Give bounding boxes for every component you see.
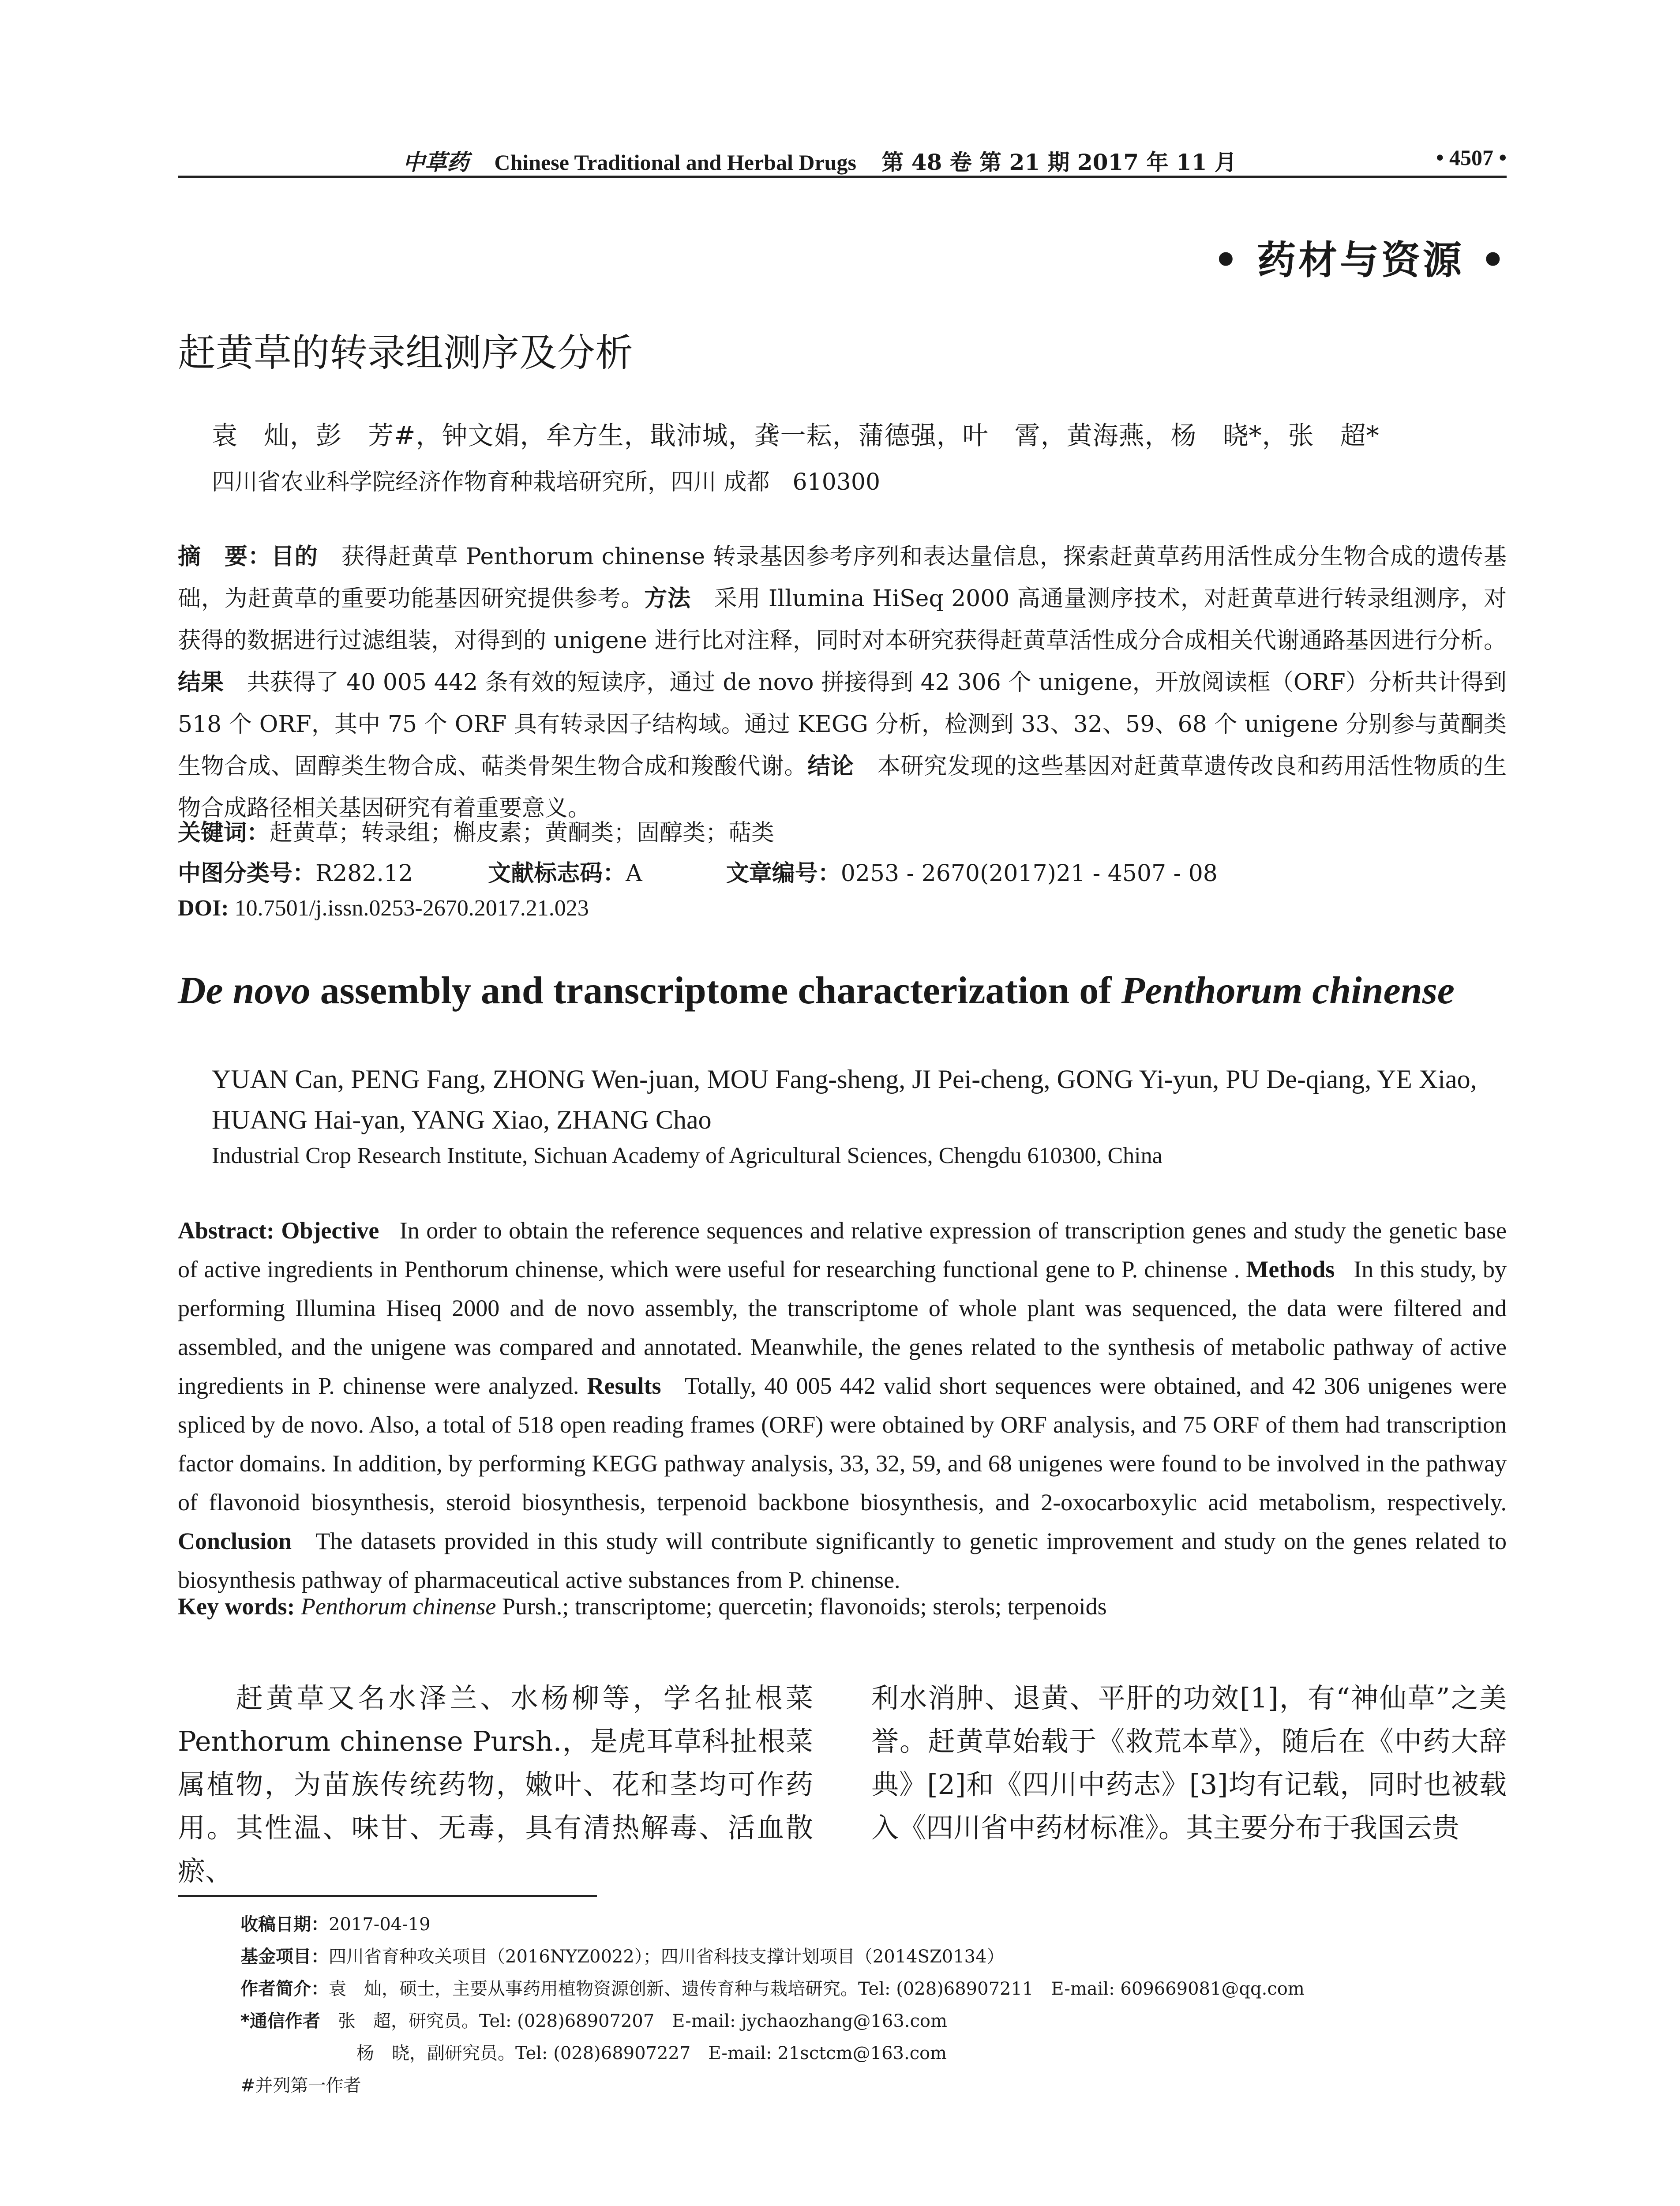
section-label: • 药材与资源 • [1213, 237, 1508, 283]
cn-title: 赶黄草的转录组测序及分析 [178, 331, 633, 375]
article-no-value: 0253 - 2670(2017)21 - 4507 - 08 [840, 860, 1218, 887]
footnote-corresponding-2: 杨 晓，副研究员。Tel: (028)68907227 E-mail: 21sctcm@163.com [356, 2043, 947, 2063]
page-number: • 4507 • [1436, 145, 1507, 170]
en-results-label: Results [587, 1373, 661, 1399]
en-objective-label: Abstract: Objective [178, 1217, 379, 1244]
cn-results-text: 共获得了 40 005 442 条有效的短读序，通过 de novo 拼接得到 42 306 个 unigene，开放阅读框（ORF）分析共计得到 518 个 ORF，其中 75 个 ORF 具有转录因子结构域。通过 KEGG 分析，检测到 33、32、59、68 个 unigene 分别参与黄酮类生物合成、固醇类生物合成、萜类骨架生物合成和羧酸代谢。 [178, 669, 1507, 780]
en-affiliation: Industrial Crop Research Institute, Sichuan Academy of Agricultural Sciences, Chengdu 610300, China [212, 1143, 1162, 1168]
en-results-text: Totally, 40 005 442 valid short sequences were obtained, and 42 306 unigenes were spliced by de novo. Also, a total of 518 open reading frames (ORF) were obtained by ORF analysis, and 75 ORF of them had transcription factor domains. In addition, by performing KEGG pathway analysis, 33, 32, 59, and 68 unigenes were found to be involved in the pathway of flavonoid biosynthesis, steroid biosynthesis, terpenoid backbone biosynthesis, and 2-oxocarboxylic acid metabolism, respectively. [178, 1373, 1507, 1516]
en-title-mid: assembly and transcriptome characterization of [310, 969, 1121, 1012]
doi-link[interactable]: 10.7501/j.issn.0253-2670.2017.21.023 [234, 896, 589, 921]
received-value: 2017-04-19 [329, 1914, 431, 1935]
en-objective-text: In order to obtain the reference sequences and relative expression of transcription genes and study the genetic base of active ingredients in Penthorum chinense, which were useful for researching functional gene to P. chinense . [178, 1217, 1507, 1283]
body-column-left [178, 1677, 813, 1893]
cn-results-label: 结果 [178, 669, 224, 696]
journal-header [178, 140, 1507, 176]
journal-name-cn: 中草药 [403, 149, 469, 175]
en-methods-label: Methods [1246, 1256, 1335, 1283]
doc-code-label: 文献标志码： [488, 860, 626, 887]
footnote-author-bio [240, 1975, 1305, 2000]
bio-value: 袁 灿，硕士，主要从事药用植物资源创新、遗传育种与栽培研究。Tel: (028)68907211 E-mail: 609669081@qq.com [329, 1979, 1305, 1999]
header-divider [178, 176, 1507, 178]
cn-affiliation: 四川省农业科学院经济作物育种栽培研究所，四川 成都 610300 [212, 469, 881, 495]
journal-name-en: Chinese Traditional and Herbal Drugs [494, 150, 856, 175]
doc-code-value: A [626, 860, 642, 887]
en-keywords-text: Pursh.; transcriptome; quercetin; flavonoids; sterols; terpenoids [496, 1593, 1107, 1620]
doi-line [178, 895, 589, 921]
cn-keywords [178, 814, 774, 847]
en-conclusion-label: Conclusion [178, 1528, 292, 1554]
issue-info: 第 48 卷 第 21 期 2017 年 11 月 [881, 149, 1237, 175]
en-abstract [178, 1211, 1507, 1599]
classification-line [178, 855, 1218, 888]
clc-value: R282.12 [315, 860, 413, 887]
en-keywords-species: Penthorum chinense [300, 1593, 496, 1620]
en-methods-text: In this study, by performing Illumina Hiseq 2000 and de novo assembly, the transcriptome of whole plant was sequenced, the data were filtered and assembled, and the unigene was compared and annotated. Meanwhile, the genes related to the synthesis of metabolic pathway of active ingredients in P. chinense were analyzed. [178, 1256, 1507, 1399]
body-column-right [871, 1677, 1507, 1850]
cn-keywords-label: 关键词： [178, 820, 270, 846]
footnote-corresponding-1 [240, 2007, 947, 2032]
en-conclusion-text: The datasets provided in this study will contribute significantly to genetic improvement and study on the genes related to biosynthesis pathway of pharmaceutical active substances from P. chinense. [178, 1528, 1507, 1593]
article-no-label: 文章编号： [726, 860, 841, 887]
cn-abstract [178, 536, 1507, 829]
en-title-italic: De novo [178, 969, 311, 1012]
en-keywords [178, 1593, 1107, 1620]
fund-label: 基金项目： [240, 1947, 329, 1967]
footnote-received [240, 1910, 431, 1936]
body-left-text: 赶黄草又名水泽兰、水杨柳等，学名扯根菜 Penthorum chinense Pursh.，是虎耳草科扯根菜属植物，为苗族传统药物，嫩叶、花和茎均可作药用。其性温、味甘、无毒，具有清热解毒、活血散瘀、 [178, 1682, 813, 1887]
fund-value: 四川省育种攻关项目（2016NYZ0022）；四川省科技支撑计划项目（2014SZ0134） [329, 1947, 1005, 1967]
received-label: 收稿日期： [240, 1914, 329, 1935]
cn-objective-text: 获得赶黄草 Penthorum chinense 转录基因参考序列和表达量信息，探索赶黄草药用活性成分生物合成的遗传基础，为赶黄草的重要功能基因研究提供参考。 [178, 544, 1507, 612]
cn-conclusion-label: 结论 [807, 753, 854, 780]
en-keywords-label: Key words: [178, 1593, 295, 1620]
footnote-co-first: #并列第一作者 [240, 2075, 361, 2096]
cn-abstract-label: 摘 要： [178, 544, 271, 570]
clc-label: 中图分类号： [178, 860, 316, 887]
cn-conclusion-text: 本研究发现的这些基因对赶黄草遗传改良和药用活性物质的生物合成路径相关基因研究有着重要意义。 [178, 753, 1507, 822]
journal-title [403, 145, 1237, 176]
cn-authors: 袁 灿，彭 芳#，钟文娟，牟方生，戢沛城，龚一耘，蒲德强，叶 霄，黄海燕，杨 晓*，张 超* [212, 420, 1380, 450]
corr-value-1: 张 超，研究员。Tel: (028)68907207 E-mail: jychaozhang@163.com [338, 2011, 947, 2031]
bio-label: 作者简介： [240, 1979, 329, 1999]
cn-methods-text: 采用 Illumina HiSeq 2000 高通量测序技术，对赶黄草进行转录组测序，对获得的数据进行过滤组装，对得到的 unigene 进行比对注释，同时对本研究获得赶黄草活性成分合成相关代谢通路基因进行分析。 [178, 585, 1507, 654]
corr-label: *通信作者 [240, 2011, 320, 2031]
cn-methods-label: 方法 [644, 585, 691, 612]
footnote-fund [240, 1943, 1005, 1968]
doi-label: DOI: [178, 896, 229, 921]
en-authors: YUAN Can, PENG Fang, ZHONG Wen-juan, MOU Fang-sheng, JI Pei-cheng, GONG Yi-yun, PU De-qiang, YE Xiao, HUANG Hai-yan, YANG Xiao, ZHANG Chao [212, 1065, 1477, 1134]
cn-keywords-text: 赶黄草；转录组；槲皮素；黄酮类；固醇类；萜类 [270, 820, 775, 846]
footnote-divider [178, 1895, 597, 1897]
cn-objective-label: 目的 [271, 544, 318, 570]
en-title [178, 968, 1455, 1013]
body-right-text: 利水消肿、退黄、平肝的功效[1]，有“神仙草”之美誉。赶黄草始载于《救荒本草》，随后在《中药大辞典》[2]和《四川中药志》[3]均有记载，同时也被载入《四川省中药材标准》。其主要分布于我国云贵 [871, 1682, 1507, 1844]
en-title-species: Penthorum chinense [1121, 969, 1455, 1012]
